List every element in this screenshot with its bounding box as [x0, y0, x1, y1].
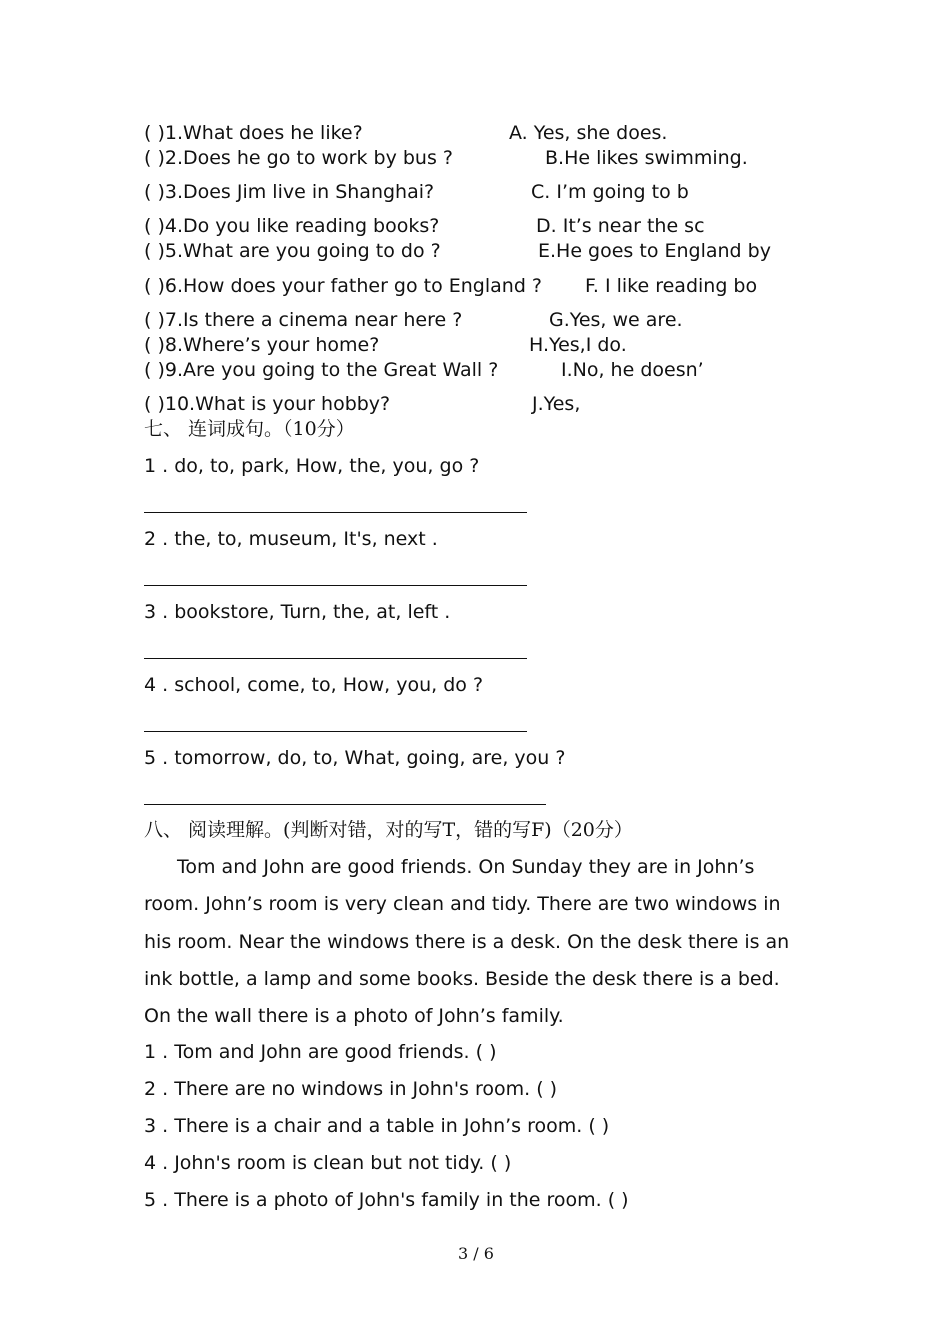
matching-question-5: ( )5.What are you going to do ?: [144, 240, 441, 262]
reorder-item-3: 3 . bookstore, Turn, the, at, left .: [144, 601, 451, 623]
matching-question-1: ( )1.What does he like?: [144, 122, 363, 144]
reorder-item-4: 4 . school, come, to, How, you, do ?: [144, 674, 484, 696]
matching-question-6: ( )6.How does your father go to England ?: [144, 275, 543, 297]
tf-question-4: 4 . John's room is clean but not tidy. ( ): [144, 1152, 512, 1174]
matching-question-4: ( )4.Do you like reading books?: [144, 215, 440, 237]
matching-answer-e: E.He goes to England by: [538, 240, 771, 262]
passage-line-1: Tom and John are good friends. On Sunday they are in John’s: [177, 856, 755, 878]
matching-question-3: ( )3.Does Jim live in Shanghai?: [144, 181, 435, 203]
answer-line-3[interactable]: [144, 658, 527, 659]
reorder-item-2: 2 . the, to, museum, It's, next .: [144, 528, 438, 550]
answer-line-5[interactable]: [144, 804, 546, 805]
matching-answer-d: D. It’s near the sc: [536, 215, 705, 237]
section-8-title: 八、 阅读理解。(判断对错，对的写T，错的写F)（20分）: [144, 819, 633, 841]
passage-line-4: ink bottle, a lamp and some books. Beside the desk there is a bed.: [144, 968, 780, 990]
matching-answer-h: H.Yes,I do.: [529, 334, 627, 356]
matching-answer-f: F. I like reading bo: [585, 275, 758, 297]
page-number: 3 / 6: [458, 1244, 494, 1263]
matching-question-10: ( )10.What is your hobby?: [144, 393, 391, 415]
matching-answer-g: G.Yes, we are.: [549, 309, 683, 331]
matching-question-7: ( )7.Is there a cinema near here ?: [144, 309, 463, 331]
reorder-item-5: 5 . tomorrow, do, to, What, going, are, you ?: [144, 747, 566, 769]
answer-line-1[interactable]: [144, 512, 527, 513]
passage-line-5: On the wall there is a photo of John’s family.: [144, 1005, 564, 1027]
matching-answer-c: C. I’m going to b: [531, 181, 689, 203]
answer-line-2[interactable]: [144, 585, 527, 586]
passage-line-3: his room. Near the windows there is a desk. On the desk there is an: [144, 931, 790, 953]
matching-question-8: ( )8.Where’s your home?: [144, 334, 380, 356]
tf-question-5: 5 . There is a photo of John's family in the room. ( ): [144, 1189, 629, 1211]
reorder-item-1: 1 . do, to, park, How, the, you, go ?: [144, 455, 480, 477]
matching-answer-a: A. Yes, she does.: [509, 122, 668, 144]
matching-question-9: ( )9.Are you going to the Great Wall ?: [144, 359, 499, 381]
answer-line-4[interactable]: [144, 731, 527, 732]
matching-answer-i: I.No, he doesn’: [561, 359, 704, 381]
matching-question-2: ( )2.Does he go to work by bus ?: [144, 147, 453, 169]
tf-question-3: 3 . There is a chair and a table in John’s room. ( ): [144, 1115, 610, 1137]
matching-answer-b: B.He likes swimming.: [545, 147, 748, 169]
tf-question-1: 1 . Tom and John are good friends. ( ): [144, 1041, 497, 1063]
matching-answer-j: J.Yes,: [532, 393, 581, 415]
section-7-title: 七、 连词成句。（10分）: [144, 418, 355, 440]
tf-question-2: 2 . There are no windows in John's room. ( ): [144, 1078, 558, 1100]
passage-line-2: room. John’s room is very clean and tidy. There are two windows in: [144, 893, 781, 915]
